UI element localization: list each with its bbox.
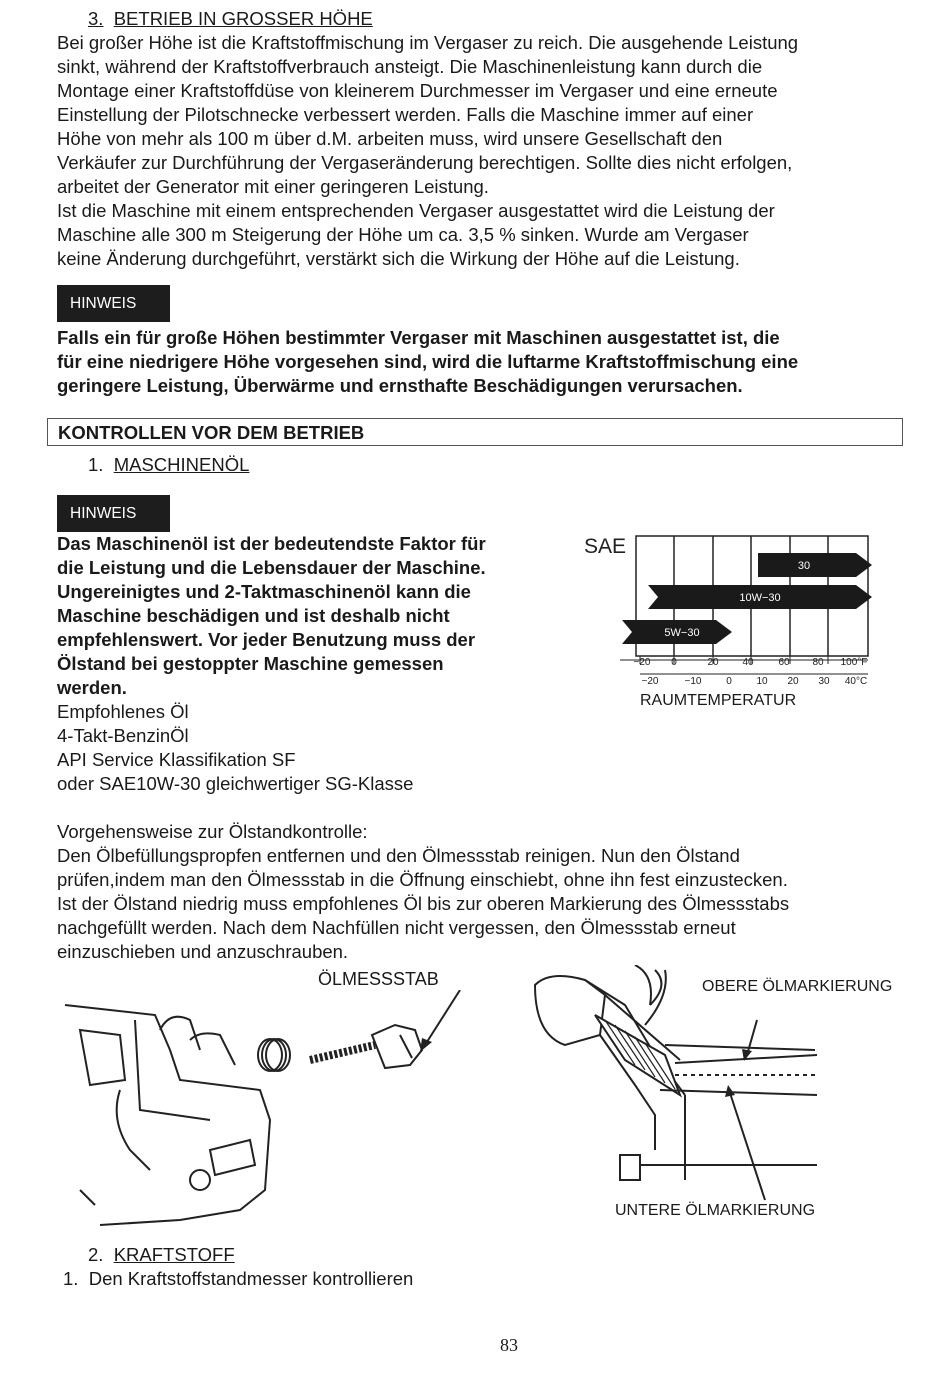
section3-heading bbox=[88, 7, 373, 31]
f-tick-label: 40 bbox=[742, 657, 754, 668]
recommendation-line: 4-Takt-BenzinÖl bbox=[57, 725, 189, 746]
item1-heading bbox=[88, 453, 249, 477]
lower-mark-label: UNTERE ÖLMARKIERUNG bbox=[615, 1202, 816, 1219]
procedure-title: Vorgehensweise zur Ölstandkontrolle: bbox=[57, 821, 368, 842]
subitem bbox=[63, 1267, 413, 1291]
f-tick-label: 20 bbox=[707, 657, 719, 668]
procedure-line: nachgefüllt werden. Nach dem Nachfüllen nicht vergessen, den Ölmessstab erneut bbox=[57, 917, 736, 938]
recommendation-line: oder SAE10W-30 gleichwertiger SG-Klasse bbox=[57, 773, 414, 794]
section-box bbox=[47, 418, 903, 446]
page-number: 83 bbox=[500, 1335, 518, 1355]
notice-line: Maschine beschädigen und ist deshalb nicht bbox=[57, 605, 450, 626]
procedure-line: Ist der Ölstand niedrig muss empfohlenes Öl bis zur oberen Markierung des Ölmessstabs bbox=[57, 893, 790, 914]
notice-line: empfehlenswert. Vor jeder Benutzung muss der bbox=[57, 629, 476, 650]
body-line: arbeitet der Generator mit einer geringeren Leistung. bbox=[57, 176, 489, 197]
body-line: Einstellung der Pilotschnecke verbessert werden. Falls die Maschine immer auf einer bbox=[57, 104, 754, 125]
c-tick-label: −20 bbox=[641, 676, 659, 687]
section3-number: 3. bbox=[88, 8, 104, 29]
notice-badge: HINWEIS bbox=[57, 495, 170, 532]
notice-line: Ungereinigtes und 2-Taktmaschinenöl kann die bbox=[57, 581, 471, 602]
f-tick-label: 100°F bbox=[840, 657, 868, 668]
item2-heading bbox=[88, 1243, 235, 1267]
procedure-line: prüfen,indem man den Ölmessstab in die Öffnung einschiebt, ohne ihn fest einzustecken. bbox=[57, 869, 788, 890]
c-tick-label: 0 bbox=[726, 676, 732, 687]
section3-title: BETRIEB IN GROSSER HÖHE bbox=[113, 8, 373, 29]
f-tick-label: 0 bbox=[671, 657, 677, 668]
section-box-title: KONTROLLEN VOR DEM BETRIEB bbox=[58, 422, 365, 443]
procedure-line: einzuschieben und anzuschrauben. bbox=[57, 941, 349, 962]
item2-number: 2. bbox=[88, 1244, 104, 1265]
engine-dipstick-illustration bbox=[60, 990, 500, 1230]
notice-line: Ölstand bei gestoppter Maschine gemessen bbox=[57, 653, 444, 674]
body-line: Höhe von mehr als 100 m über d.M. arbeiten muss, wird unsere Gesellschaft den bbox=[57, 128, 723, 149]
item2-title: KRAFTSTOFF bbox=[113, 1244, 235, 1265]
c-tick-label: 10 bbox=[756, 676, 768, 687]
bar-label: 5W−30 bbox=[664, 627, 700, 639]
bar-30 bbox=[758, 553, 872, 577]
upper-mark-label: OBERE ÖLMARKIERUNG bbox=[702, 978, 893, 995]
body-line: Maschine alle 300 m Steigerung der Höhe um ca. 3,5 % sinken. Wurde am Vergaser bbox=[57, 224, 749, 245]
notice-line: Das Maschinenöl ist der bedeutendste Faktor für bbox=[57, 533, 486, 554]
notice1-text bbox=[57, 326, 907, 398]
f-tick-label: −20 bbox=[633, 657, 651, 668]
recommendation-line: Empfohlenes Öl bbox=[57, 701, 189, 722]
body-line: Bei großer Höhe ist die Kraftstoffmischung im Vergaser zu reich. Die ausgehende Leistung bbox=[57, 32, 799, 53]
procedure-line: Den Ölbefüllungspropfen entfernen und den Ölmessstab reinigen. Nun den Ölstand bbox=[57, 845, 740, 866]
subitem-number: 1. bbox=[63, 1268, 79, 1289]
notice-line: Falls ein für große Höhen bestimmter Vergaser mit Maschinen ausgestattet ist, die bbox=[57, 327, 780, 348]
notice-line: die Leistung und die Lebensdauer der Maschine. bbox=[57, 557, 486, 578]
f-tick-label: 60 bbox=[778, 657, 790, 668]
body-line: keine Änderung durchgeführt, verstärkt sich die Wirkung der Höhe auf die Leistung. bbox=[57, 248, 740, 269]
notice-badge: HINWEIS bbox=[57, 285, 170, 322]
chart-caption: RAUMTEMPERATUR bbox=[640, 692, 797, 709]
item1-number: 1. bbox=[88, 454, 104, 475]
c-tick-label: 20 bbox=[787, 676, 799, 687]
body-line: Ist die Maschine mit einem entsprechenden Vergaser ausgestattet wird die Leistung der bbox=[57, 200, 775, 221]
subitem-text: Den Kraftstoffstandmesser kontrollieren bbox=[88, 1268, 414, 1289]
dipstick-label: ÖLMESSSTAB bbox=[318, 969, 439, 989]
sae-label: SAE bbox=[584, 535, 627, 558]
notice-line: werden. bbox=[57, 677, 127, 698]
bar-label: 30 bbox=[797, 560, 811, 572]
f-tick-label: 80 bbox=[812, 657, 824, 668]
notice-line: geringere Leistung, Überwärme und ernsthafte Beschädigungen verursachen. bbox=[57, 375, 743, 396]
recommendation-line: API Service Klassifikation SF bbox=[57, 749, 296, 770]
body-line: Verkäufer zur Durchführung der Vergaseränderung berechtigen. Sollte dies nicht erfolgen, bbox=[57, 152, 793, 173]
notice2-text bbox=[57, 532, 557, 796]
procedure-text bbox=[57, 820, 907, 964]
c-tick-label: −10 bbox=[684, 676, 702, 687]
dipstick-marks-illustration bbox=[525, 965, 920, 1215]
bar-label: 10W−30 bbox=[739, 592, 781, 604]
section3-body bbox=[57, 31, 907, 271]
notice-line: für eine niedrigere Höhe vorgesehen sind, wird die luftarme Kraftstoffmischung eine bbox=[57, 351, 799, 372]
sae-viscosity-chart bbox=[580, 528, 880, 693]
body-line: sinkt, während der Kraftstoffverbrauch ansteigt. Die Maschinenleistung kann durch die bbox=[57, 56, 763, 77]
c-tick-label: 40°C bbox=[844, 676, 868, 687]
dipstick bbox=[310, 1025, 422, 1068]
item1-title: MASCHINENÖL bbox=[113, 454, 250, 475]
body-line: Montage einer Kraftstoffdüse von kleinerem Durchmesser im Vergaser und eine erneute bbox=[57, 80, 778, 101]
c-tick-label: 30 bbox=[818, 676, 830, 687]
